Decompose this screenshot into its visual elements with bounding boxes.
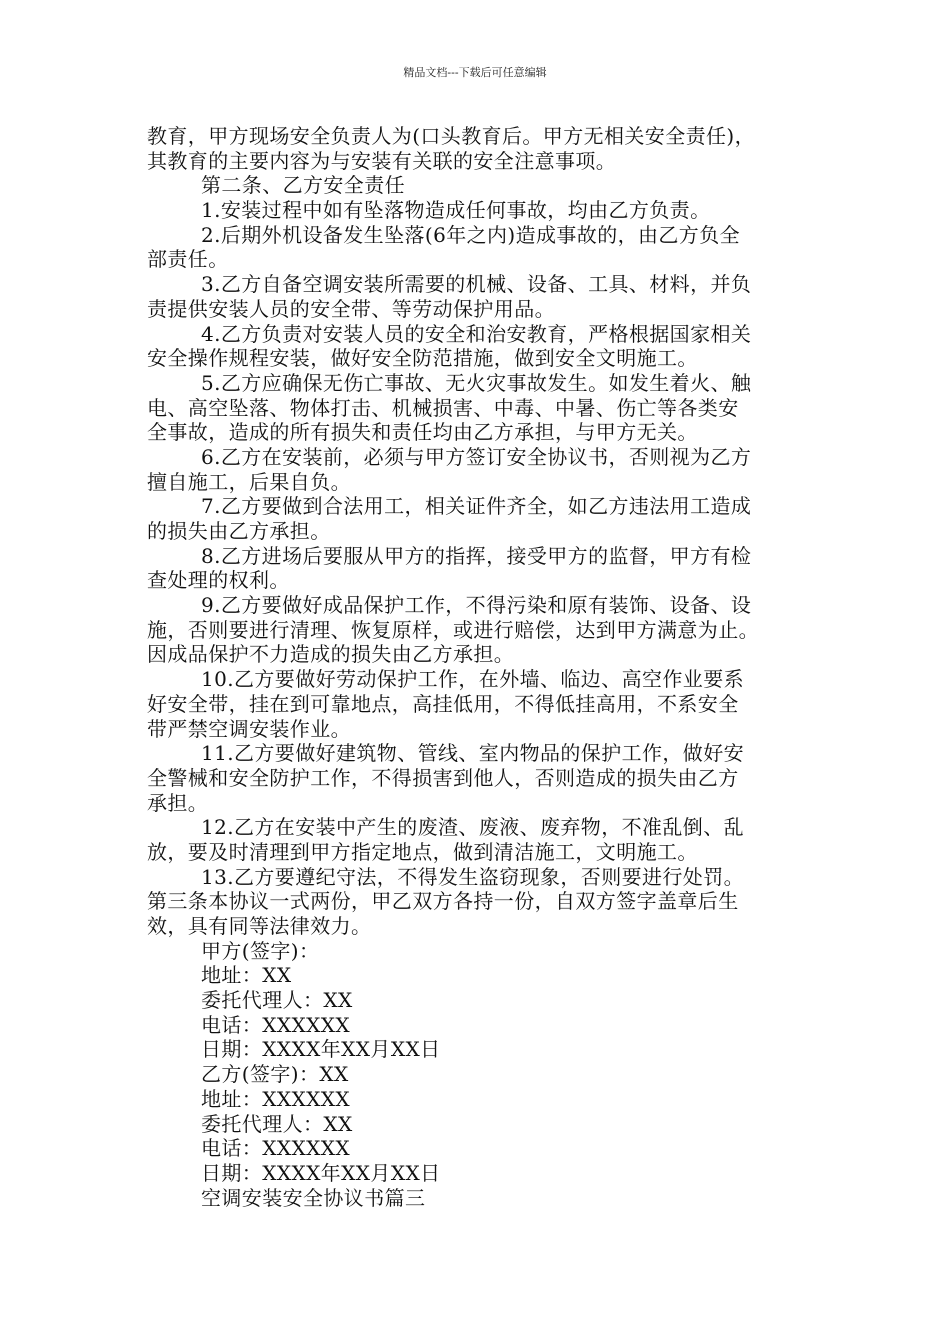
text-line: 电话：XXXXXX	[201, 1136, 351, 1161]
text-line: 好安全带，挂在到可靠地点，高挂低用，不得低挂高用，不系安全	[147, 691, 739, 716]
text-line: 部责任。	[147, 247, 229, 272]
text-line: 日期：XXXX年XX月XX日	[201, 1037, 441, 1062]
text-line: 效，具有同等法律效力。	[147, 914, 372, 938]
text-line: 10.乙方要做好劳动保护工作，在外墙、临边、高空作业要系	[201, 667, 745, 692]
text-line: 7.乙方要做到合法用工，相关证件齐全，如乙方违法用工造成	[201, 494, 752, 519]
text-line: 委托代理人：XX	[201, 1111, 353, 1136]
document-body	[147, 124, 819, 1210]
text-line: 11.乙方要做好建筑物、管线、室内物品的保护工作，做好安	[201, 741, 745, 766]
text-line: 安全操作规程安装，做好安全防范措施，做到安全文明施工。	[147, 346, 698, 371]
text-line: 1.安装过程中如有坠落物造成任何事故，均由乙方负责。	[201, 198, 711, 223]
text-line: 地址：XX	[201, 963, 292, 988]
text-line: 2.后期外机设备发生坠落(6年之内)造成事故的，由乙方负全	[201, 222, 741, 247]
text-line: 承担。	[147, 790, 209, 815]
text-line: 地址：XXXXXX	[201, 1086, 351, 1111]
text-line: 责提供安装人员的安全带、等劳动保护用品。	[147, 296, 555, 321]
text-line: 教育，甲方现场安全负责人为(口头教育后。甲方无相关安全责任)，	[147, 124, 756, 148]
text-line: 擅自施工，后果自负。	[147, 469, 351, 494]
text-line: 其教育的主要内容为与安装有关联的安全注意事项。	[147, 148, 617, 173]
text-line: 施，否则要进行清理、恢复原样，或进行赔偿，达到甲方满意为止。	[147, 617, 759, 642]
text-line: 4.乙方负责对安装人员的安全和治安教育，严格根据国家相关	[201, 321, 752, 346]
text-line: 的损失由乙方承担。	[147, 519, 331, 543]
text-line: 3.乙方自备空调安装所需要的机械、设备、工具、材料，并负	[201, 272, 752, 297]
text-line: 8.乙方进场后要服从甲方的指挥，接受甲方的监督，甲方有检	[201, 543, 752, 568]
text-line: 全事故，造成的所有损失和责任均由乙方承担，与甲方无关。	[147, 420, 698, 445]
text-line: 5.乙方应确保无伤亡事故、无火灾事故发生。如发生着火、触	[201, 370, 752, 395]
text-line: 电、高空坠落、物体打击、机械损害、中毒、中暑、伤亡等各类安	[147, 395, 739, 420]
text-line: 第三条本协议一式两份，甲乙双方各持一份，自双方签字盖章后生	[147, 889, 739, 914]
text-line: 电话：XXXXXX	[201, 1012, 351, 1037]
text-line: 13.乙方要遵纪守法，不得发生盗窃现象，否则要进行处罚。	[201, 864, 745, 889]
text-line: 带严禁空调安装作业。	[147, 716, 351, 741]
page-header: 精品文档---下载后可任意编辑	[403, 66, 547, 79]
text-line: 因成品保护不力造成的损失由乙方承担。	[147, 642, 515, 667]
text-line: 第二条、乙方安全责任	[201, 173, 405, 198]
text-line: 全警械和安全防护工作，不得损害到他人，否则造成的损失由乙方	[147, 765, 739, 790]
text-line: 12.乙方在安装中产生的废渣、废液、废弃物，不准乱倒、乱	[201, 815, 745, 840]
text-line: 日期：XXXX年XX月XX日	[201, 1160, 441, 1185]
text-line: 空调安装安全协议书篇三	[201, 1185, 426, 1210]
text-line: 乙方(签字)：XX	[201, 1062, 349, 1087]
text-line: 委托代理人：XX	[201, 988, 353, 1013]
text-line: 放，要及时清理到甲方指定地点，做到清洁施工，文明施工。	[147, 839, 698, 864]
text-line: 查处理的权利。	[147, 568, 290, 593]
text-line: 甲方(签字)：	[201, 938, 320, 963]
text-line: 9.乙方要做好成品保护工作，不得污染和原有装饰、设备、设	[201, 593, 752, 618]
text-line: 6.乙方在安装前，必须与甲方签订安全协议书，否则视为乙方	[201, 444, 752, 469]
